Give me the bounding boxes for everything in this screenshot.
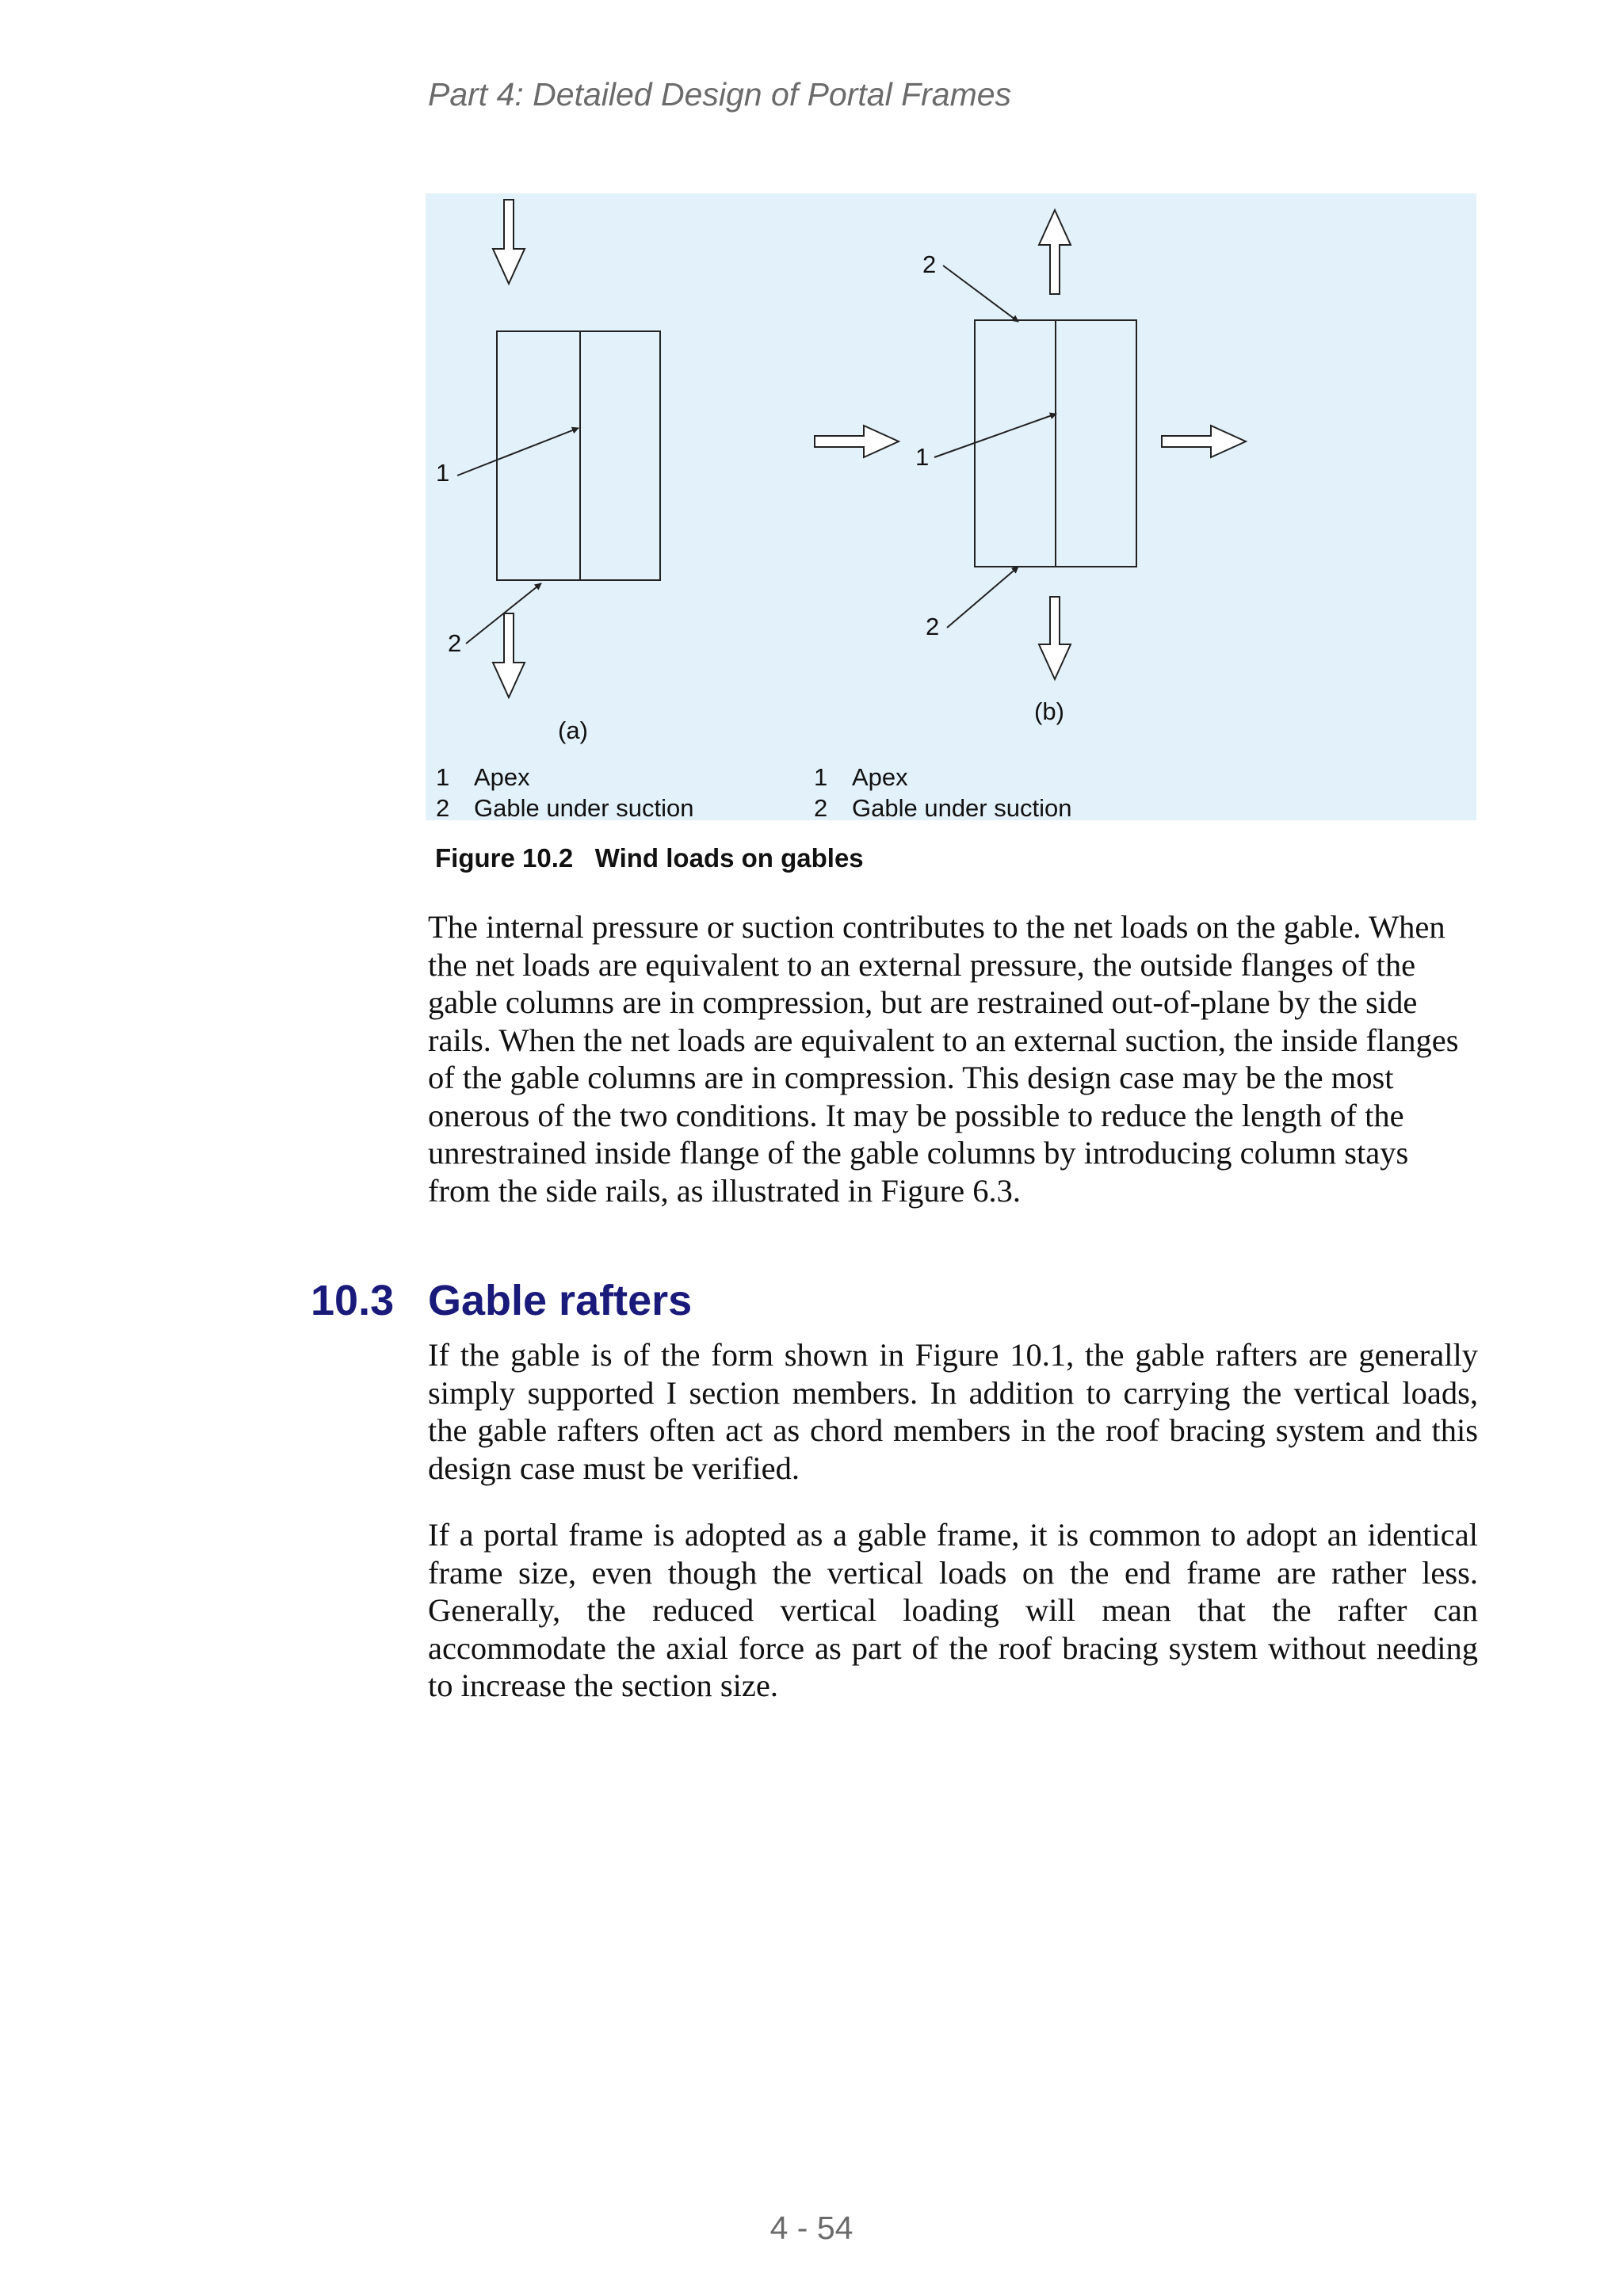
key-b-number-2: 2 (814, 794, 828, 820)
key-a-text-2: Gable under suction (474, 794, 694, 820)
callout-1-a: 1 (436, 459, 450, 487)
key-a-number-2: 2 (436, 794, 450, 820)
wind-arrow-down-bottom-a (493, 613, 525, 697)
wind-arrow-down-bottom-b (1039, 597, 1071, 679)
figure-caption (435, 843, 864, 873)
section-number: 10.3 (311, 1277, 395, 1324)
figure-caption-number: Figure 10.2 (435, 843, 574, 873)
panel-label-b: (b) (1034, 697, 1064, 725)
paragraph-gable-rafters-form: If the gable is of the form shown in Figure 10.1, the gable rafters are generally simply supported I section members. In addition to carrying the vertical loads, the gable rafters often act as chord members in the roof bracing system and this design case must be verified. (428, 1337, 1478, 1486)
key-a-text-1: Apex (474, 763, 530, 791)
wind-arrow-right-left-b (815, 426, 899, 457)
leader-2-top-b (943, 266, 1018, 322)
leader-2-bottom-b (947, 567, 1018, 628)
figure-caption-title: Wind loads on gables (594, 843, 864, 873)
wind-arrow-up-top-b (1039, 210, 1071, 294)
running-header: Part 4: Detailed Design of Portal Frames (428, 76, 1012, 113)
panel-label-a: (a) (558, 716, 588, 744)
gable-a-outline (497, 331, 660, 580)
paragraph-internal-pressure: The internal pressure or suction contributes to the net loads on the gable. When the net loads are equivalent to an external pressure, the outside flanges of the gable columns are in compression, but are restrained out-of-plane by the side rails. When the net loads are equivalent to an external suction, the inside flanges of the gable columns are in compression. This design case may be the most onerous of the two conditions. It may be possible to reduce the length of the unrestrained inside flange of the gable columns by introducing column stays from the side rails, as illustrated in Figure 6.3. (428, 909, 1459, 1209)
page-number: 4 - 54 (769, 2210, 854, 2246)
key-b (814, 763, 1071, 820)
section-heading (311, 1276, 692, 1325)
figure-wind-loads-on-gables (426, 193, 1476, 820)
figure-diagram (426, 193, 1476, 820)
callout-2-a: 2 (448, 629, 462, 657)
callout-1-b: 1 (915, 443, 930, 471)
callout-2-top-b: 2 (922, 250, 937, 278)
callout-2-bottom-b: 2 (926, 613, 940, 640)
section-title: Gable rafters (428, 1277, 693, 1324)
key-b-number-1: 1 (814, 763, 828, 791)
key-a (436, 763, 693, 820)
key-a-number-1: 1 (436, 763, 450, 791)
wind-arrow-right-right-b (1162, 426, 1246, 457)
key-b-text-1: Apex (852, 763, 908, 791)
wind-arrow-down-top-a (493, 200, 525, 284)
paragraph-portal-frame-gable: If a portal frame is adopted as a gable frame, it is common to adopt an identical frame size, even though the vertical loads on the end frame are rather less. Generally, the reduced vertical loading will mean that the rafter can accommodate the axial force as part of the roof bracing system without needing to increase the section size. (428, 1517, 1478, 1703)
key-b-text-2: Gable under suction (852, 794, 1072, 820)
